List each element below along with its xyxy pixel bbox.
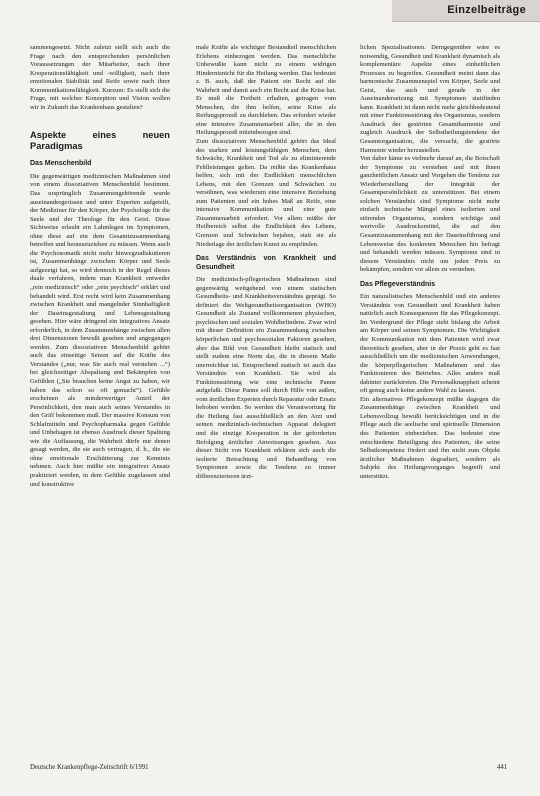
- paragraph: sammengesetzt. Nicht zuletzt stellt sich auch die Frage nach den entsprechenden persönlichen Voraussetzungen der Mitarbeiter, nach ihrer Kooperationsfähigkeit und -willigkeit, nach ihrer emotionalen Stabilität und Reife sowie nach ihrer Kommunikationsfähigkeit. Kurzum: Es stellt sich die Frage, mit welcher Konzeption und Vision wollen wir in Zukunft das Krankenhaus gestalten?: [30, 44, 170, 111]
- subsection-heading: Das Menschenbild: [30, 160, 92, 168]
- subsection-heading: Das Verständnis von Krankheit und Gesundheit: [196, 255, 336, 271]
- paragraph: Die medizinisch-pflegerischen Maßnahmen sind gegenwärtig weitgehend von einem statischen Gesundheits- und Krankheitsverständnis geprägt. So definiert die Weltgesundheitsorganisation (WHO) Gesundheit als Zustand vollkommenen physischen, psychischen und sozialen Wohlbefindens. Zwar wird mit dieser Definition ein Zusammenhang zwischen körperlichen und psychosozialen Faktoren gesehen, aber das Bild von Gesundheit bleibt statisch und stellt zudem eine Norm dar, die in diesem Maße unerreichbar ist. Entsprechend statisch ist auch das Verständnis von Krankheit. Sie wird als Funktionsstörung wie eine technische Panne aufgefaßt. Diese Panne soll durch Hilfe von außen, vom ärztlichen Experten durch Reparatur oder Ersatz behoben werden. So werden die Verantwortung für die Heilung fast ausschließlich an den Arzt und seinen medizinisch-technischen Apparat delegiert und die einzige Kooperation in der geforderten Befolgung ärztlicher Anweisungen gesehen. Aus dieser Sicht von Krankheit erklären sich auch die isolierte Betrachtung und Behandlung von Symptomen sowie die Tendenz zu immer differenzierteren ärzt-: [196, 276, 336, 480]
- text-column-right: [360, 44, 500, 481]
- text-column-middle: [196, 44, 336, 481]
- paragraph: lichen Spezialisationen. Demgegenüber wäre es notwendig, Gesundheit und Krankheit dynamisch als komplementäre Aspekte eines einheitlichen Prozesses zu begreifen. Gesundheit meint dann das harmonische Zusammenspiel von Körper, Seele und Geist, das auch und gerade in der Auseinandersetzung mit Symptomen stattfinden kann. Krankheit ist dann nicht mehr gleichbedeutend mit einer Funktionsstörung des Organismus, sondern Ausdruck der gestörten Gesamtharmonie und zugleich Ausdruck der Selbstheilungstendenz der Gesamtorganisation, die versucht, die gestörte Harmonie wieder herzustellen.: [360, 44, 500, 154]
- text-column-left: [30, 44, 170, 489]
- page-number: 441: [497, 764, 508, 771]
- section-title: Einzelbeiträge: [447, 4, 526, 16]
- section-header: [392, 0, 540, 22]
- subsection-heading: Das Pflegeverständnis: [360, 280, 436, 288]
- paragraph: Ein naturalistisches Menschenbild und ein anderes Verständnis von Gesundheit und Krankheit haben natürlich auch Konsequenzen für das Pflegekonzept. Im Vordergrund der Pflege steht bislang die Arbeit am Körper und seinen Symptomen. Die Wichtigkeit der Kommunikation mit dem Patienten wird zwar theoretisch gesehen, aber in der Praxis geht es fast ausschließlich um die medizinischen Anwendungen, die körperpflegerischen Maßnahmen und das Funktionieren des Betriebes. Alles andere muß dahinter zurücktreten. Die Personalknappheit scheint oft genug auch keine andere Wahl zu lassen.: [360, 293, 500, 395]
- paragraph: Zum dissoziativen Menschenbild gehört das Ideal des starken und leistungsfähigen Menschen, dem Schwäche, Krankheit und Tod als zu eliminierende Fehlleistungen gelten. Da reißte das Krankenhaus helfen, sich mit der Endlichkeit menschlichen Lebens, mit den Grenzen und Schwächen zu versöhnen, was wiederum eine intensive Beziehung zum Patienten und ein hohes Maß an Reife, eine intensive Kommunikation und eine gute Zusammenarbeit erfordert. Vor allem müßte der Heilbereich selbst die Endlichkeit des Lebens, Grenzen und Schwächen bejahen, statt sie als Niederlage der ärztlichen Kunst zu empfinden.: [196, 138, 336, 248]
- journal-footer: Deutsche Krankenpflege-Zeitschrift 6/1991: [30, 764, 149, 771]
- paragraph: Die gegenwärtigen medizinischen Maßnahmen sind von einem dissoziativen Menschenbild bestimmt. Das ursprünglich Zusammengehörende wurde auseinandergerissen und unter Experten aufgeteilt, der Mediziner für den Körper, der Psychologe für die Seele und der Theologe für den Geist. Diese Sichtweise erlaubt ein Lahmlegen im Symptomen, ohne diese auf ein dem Gesamtzusammenhang betreffen und herauszuziehen zu müssen. Wenn auch die Psychosomatik nicht mehr hinwegzudiskutieren ist, Zusammenhänge zwischen Körper und Seele aufgezeigt hat, so wird dennoch in der Regel dieses duale verfahren, indem man Krankheit entweder „rein medizinisch“ oder „rein psychisch“ erklärt und behandelt wird. Erst recht wird kein Zusammenhang zwischen Krankheit und mangelnder Sinnhaftigkeit der Daseinsgestaltung und Lebensgestaltung gesehen. Hier wäre dringend ein integratives Ansatz erforderlich, in dem Zusammenhänge zwischen allen drei Dimensionen bewußt gesehen und angegangen werden. Zum dissoziativen Menschenbild gehört auch das einseitige Setzen auf die Kräfte des Verstandes („nur, was Sie auch real verstehen ...“) bei gleichzeitiger Abspaltung und Bekämpfen von Gefühlen („Sie brauchen keine Angst zu haben, wir haben das schon so oft gemacht“). Gefühle erscheinen als minderwertiger Anteil der Persönlichkeit, den man auch seines Verstandes in den Griff bekommen muß. Der massive Konsum von Schlafmitteln und Psychopharmaka gegen Gefühle und Unbehagen ist ebenso Ausdruck dieser Spaltung wie die Auffassung, die Wahrheit dürfe nur denen gesagt werden, die sie auch vertragen, d. h., die sie ohne emotionale Erschütterung zur Kenntnis nehmen. Auch hier müßte ein integrativer Ansatz praktiziert werden, in dem Gefühle zugelassen sind und konstruktive: [30, 172, 170, 488]
- section-heading: Aspekte eines neuen Paradigmas: [30, 130, 170, 151]
- paragraph: Ein alternatives Pflegekonzept müßte dagegen die Zusammenhänge zwischen Krankheit und Lebensvollzug bewußt berücksichtigen und in die Pflege auch die seelische und spirituelle Dimension des Patienten einbeziehen. Das bedeutet eine entschiedene Beteiligung des Patienten, die seine Selbstkompetenz fördert und ihn nicht zum Objekt ärztlicher Maßnahmen degradiert, sondern als Subjekt des Heilungsvorganges begreift und unterstützt.: [360, 395, 500, 480]
- paragraph: male Kräfte als wichtiger Bestandteil menschlichen Erlebens einbezogen werden. Das menschliche Unbewußte kann nicht zu einem widrigen Hindernisnicht für die Heilung werden. Das bedeutet z. B. auch, daß der Patient ein Recht auf die Wahrheit und damit auch ein Recht auf die Krise hat. Er muß die Freiheit erhalten, getragen vom Menschen, die ihm helfen, seine Krise als Reifungsprozeß zu durchleben. Das erfordert wieder eine intensive Zusammenarbeit aller, die in den Heilungsprozeß miteinbezogen sind.: [196, 44, 336, 137]
- paragraph: Von daher käme es vielmehr darauf an, die Botschaft der Symptome zu verstehen und mit ihnen ganzheitlichen Ansatz und Vorgehen die Tendenz zur Wiederherstellung der Integrität der Gesamtpersönlichkeit zu unterstützen. Bei einem solchen Verständnis sind Symptome nicht mehr einfach technische Mängel eines isolierten und störenden Organismus, sondern wichtige und wertvolle Ausdrucksmittel, die auf den Gesamtzusammenhang mit der Daseinsführung und Lebensweise des konkreten Menschen hin befragt und behandelt werden müssen. Symptome sind in diesem Verständnis nicht um jeden Preis zu bekämpfen, sondern vor allem zu verstehen.: [360, 155, 500, 274]
